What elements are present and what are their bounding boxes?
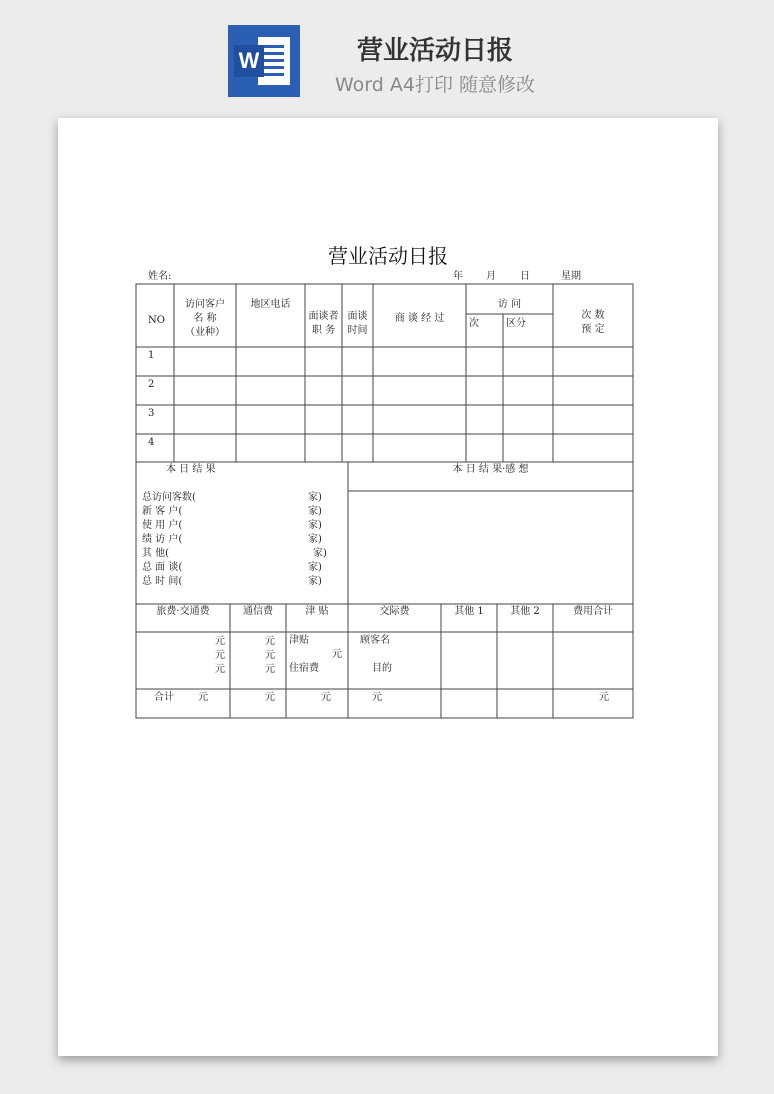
total-social-yuan: 元 — [372, 692, 382, 703]
expense-head-other2: 其他 2 — [510, 606, 540, 617]
col-interviewer-2: 职 务 — [311, 325, 336, 336]
col-interviewer-1: 面谈者 — [308, 311, 339, 322]
summary-label-5: 其 他( — [142, 548, 170, 559]
summary-unit-1: 家) — [308, 492, 322, 503]
feeling-title: 本 日 结 果·感 想 — [452, 464, 529, 475]
total-travel-yuan: 元 — [198, 692, 208, 703]
summary-unit-7: 家) — [308, 576, 322, 587]
summary-label-6: 总 面 谈( — [142, 562, 183, 573]
col-phone: 地区电话 — [250, 299, 291, 310]
expense-head-other1: 其他 1 — [454, 606, 484, 617]
form-title: 营业活动日报 — [328, 244, 448, 268]
col-time-1: 面谈 — [347, 311, 368, 322]
col-time-2: 时间 — [347, 325, 368, 336]
comm-yuan-3: 元 — [265, 664, 275, 675]
result-title: 本 日 结 果 — [166, 464, 216, 475]
date-year: 年 — [453, 271, 463, 282]
allowance-label: 津贴 — [289, 635, 309, 646]
date-weekday: 星期 — [561, 271, 581, 282]
expense-head-comm: 通信费 — [243, 606, 273, 617]
header-subtitle: Word A4打印 随意修改 — [334, 74, 535, 96]
name-label: 姓名: — [148, 271, 172, 282]
travel-yuan-3: 元 — [215, 664, 225, 675]
col-client-3: （业种） — [185, 327, 225, 338]
row-number-4: 4 — [148, 437, 155, 448]
header-banner — [0, 0, 774, 110]
document-page — [58, 118, 718, 1056]
comm-yuan-1: 元 — [265, 636, 275, 647]
comm-yuan-2: 元 — [265, 650, 275, 661]
summary-unit-5: 家) — [313, 548, 327, 559]
col-process: 商 谈 经 过 — [394, 313, 445, 324]
summary-unit-4: 家) — [308, 534, 322, 545]
row-number-1: 1 — [148, 350, 155, 361]
summary-label-3: 使 用 户( — [142, 520, 183, 531]
lodging-label: 住宿费 — [289, 663, 319, 674]
col-next-2: 预 定 — [581, 324, 605, 335]
summary-unit-6: 家) — [308, 562, 322, 573]
summary-label-7: 总 时 间( — [142, 576, 183, 587]
purpose-label: 目的 — [372, 663, 392, 674]
allowance-yuan: 元 — [332, 649, 342, 660]
total-label: 合计 — [154, 692, 174, 703]
summary-label-4: 绩 访 户( — [142, 534, 183, 545]
summary-unit-3: 家) — [308, 520, 322, 531]
col-client-1: 访问客户 — [185, 299, 225, 310]
col-visit-times: 次 — [469, 318, 479, 329]
header-title: 营业活动日报 — [356, 36, 513, 66]
total-allowance-yuan: 元 — [321, 692, 331, 703]
col-visit: 访 问 — [497, 299, 522, 310]
total-sum-yuan: 元 — [599, 692, 609, 703]
travel-yuan-1: 元 — [215, 636, 225, 647]
col-next-1: 次 数 — [581, 310, 605, 321]
summary-label-1: 总访问客数( — [142, 492, 196, 503]
col-no: NO — [148, 315, 165, 326]
date-month: 月 — [486, 271, 496, 282]
total-comm-yuan: 元 — [265, 692, 275, 703]
expense-head-allowance: 津 贴 — [305, 606, 329, 617]
date-day: 日 — [520, 271, 530, 282]
expense-head-social: 交际费 — [379, 606, 410, 617]
word-logo-icon — [228, 25, 300, 97]
col-client-2: 名 称 — [193, 313, 217, 324]
summary-unit-2: 家) — [308, 506, 322, 517]
guest-label: 顾客名 — [360, 635, 390, 646]
col-visit-type: 区分 — [506, 318, 526, 329]
expense-head-total: 费用合计 — [573, 606, 613, 617]
summary-label-2: 新 客 户( — [142, 506, 183, 517]
word-logo-letter: W — [234, 45, 264, 77]
expense-head-travel: 旅费·交通费 — [156, 606, 210, 617]
row-number-3: 3 — [148, 408, 155, 419]
row-number-2: 2 — [148, 379, 155, 390]
travel-yuan-2: 元 — [215, 650, 225, 661]
